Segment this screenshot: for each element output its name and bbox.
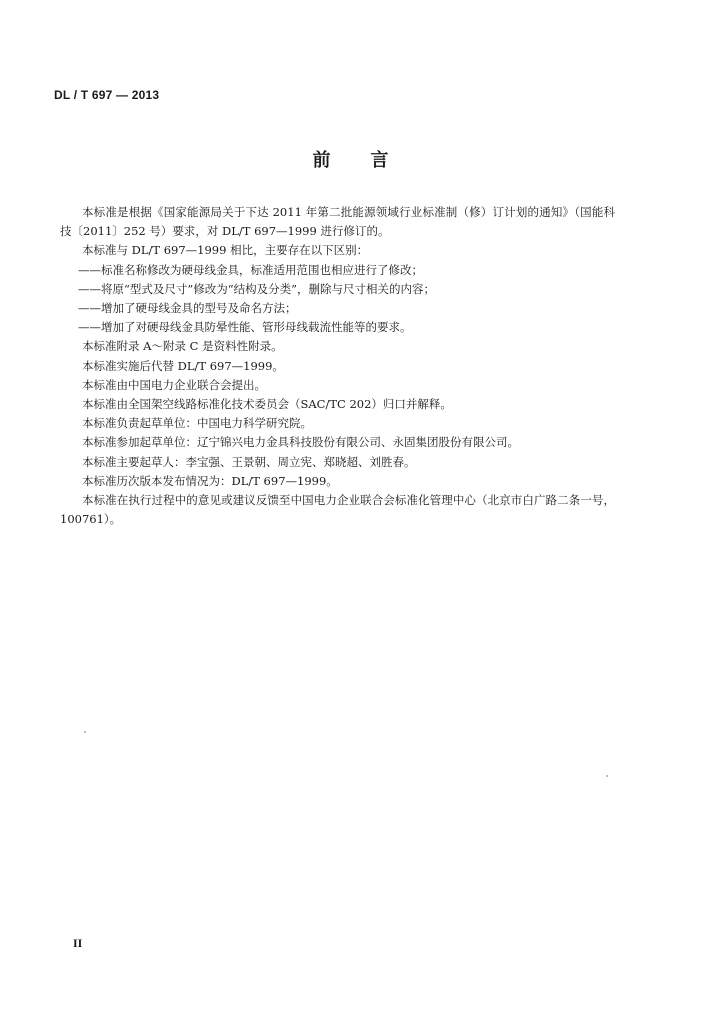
- scan-speck: [84, 731, 86, 733]
- statement-appendix: 本标准附录 A～附录 C 是资料性附录。: [82, 339, 283, 354]
- change-item: ——将原“型式及尺寸”修改为“结构及分类”，删除与尺寸相关的内容；: [78, 281, 436, 296]
- standard-code: DL / T 697 — 2013: [54, 88, 160, 102]
- statement-replaces: 本标准实施后代替 DL/T 697—1999。: [82, 358, 284, 373]
- scan-speck: [606, 775, 608, 777]
- preface-body: [60, 203, 615, 529]
- page-number: II: [73, 936, 83, 950]
- statement-lead-drafter: 本标准负责起草单位：中国电力科学研究院。: [82, 416, 312, 431]
- paragraph-differences-intro: 本标准与 DL/T 697—1999 相比，主要存在以下区别：: [82, 243, 369, 258]
- statement-version-history: 本标准历次版本发布情况为：DL/T 697—1999。: [82, 473, 338, 488]
- change-item: ——增加了对硬母线金具防晕性能、管形母线载流性能等的要求。: [78, 320, 412, 335]
- paragraph-revision-basis: 本标准是根据《国家能源局关于下达 2011 年第二批能源领域行业标准制（修）订计划的通知》（国能科技〔2011〕252 号）要求，对 DL/T 697—1999 进行修订的。: [60, 205, 615, 239]
- statement-main-drafters: 本标准主要起草人：李宝强、王景朝、周立宪、郑晓超、刘胜春。: [82, 454, 416, 469]
- statement-committee: 本标准由全国架空线路标准化技术委员会（SAC/TC 202）归口并解释。: [82, 397, 452, 412]
- statement-proposer: 本标准由中国电力企业联合会提出。: [82, 377, 266, 392]
- statement-participating-drafters: 本标准参加起草单位：辽宁锦兴电力金具科技股份有限公司、永固集团股份有限公司。: [82, 435, 519, 450]
- change-item: ——标准名称修改为硬母线金具，标准适用范围也相应进行了修改；: [78, 262, 423, 277]
- statement-feedback: 本标准在执行过程中的意见或建议反馈至中国电力企业联合会标准化管理中心（北京市白广路二条一号，100761）。: [60, 493, 615, 527]
- page-title: 前言: [312, 150, 429, 171]
- change-item: ——增加了硬母线金具的型号及命名方法；: [78, 301, 297, 316]
